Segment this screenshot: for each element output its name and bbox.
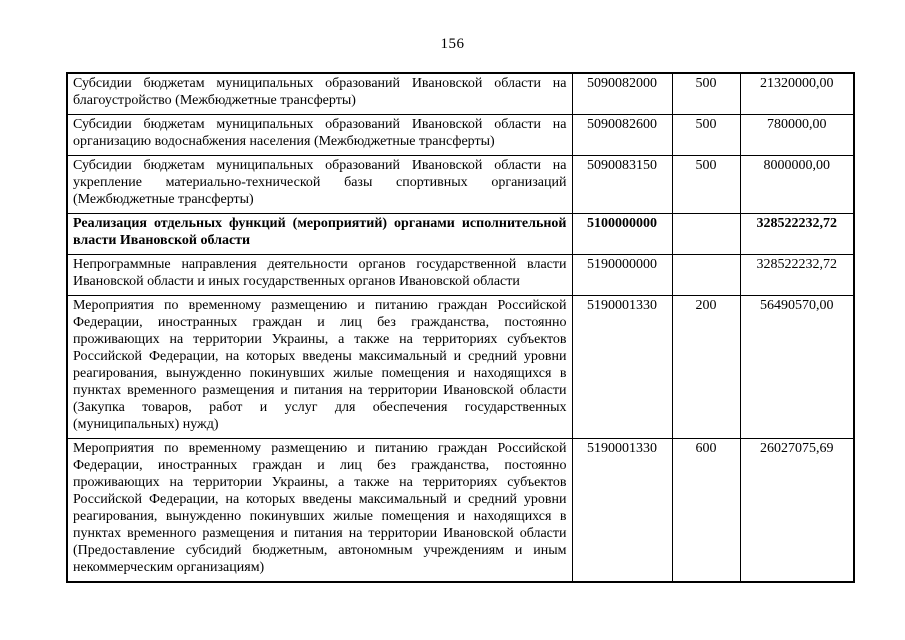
row-target-code: 5090082000 [572,73,672,115]
row-description: Субсидии бюджетам муниципальных образований Ивановской области на организацию водоснабжения населения (Межбюджетные трансферты) [67,115,572,156]
page-number: 156 [440,36,465,52]
row-description: Мероприятия по временному размещению и питанию граждан Российской Федерации, иностранных граждан и лиц без гражданства, постоянно проживающих на территории Украины, а также на территориях субъектов Российской Федерации, на которых введены максимальный и средний уровни реагирования, вынужденно покинувших жилые помещения и находящихся в пунктах временного размещения и питания на территории Ивановской области (Предоставление субсидий бюджетным, автономным учреждениям и иным некоммерческим организациям) [67,439,572,583]
row-expense-type-code: 600 [672,439,740,583]
table-row [67,156,854,214]
table-row [67,439,854,583]
row-amount: 328522232,72 [740,214,854,255]
budget-table-body [67,73,854,582]
row-amount: 26027075,69 [740,439,854,583]
table-row [67,73,854,115]
row-target-code: 5090082600 [572,115,672,156]
row-target-code: 5190001330 [572,296,672,439]
row-expense-type-code: 500 [672,115,740,156]
row-description: Мероприятия по временному размещению и питанию граждан Российской Федерации, иностранных граждан и лиц без гражданства, постоянно проживающих на территории Украины, а также на территориях субъектов Российской Федерации, на которых введены максимальный и средний уровни реагирования, вынужденно покинувших жилые помещения и находящихся в пунктах временного размещения и питания на территории Ивановской области (Закупка товаров, работ и услуг для обеспечения государственных (муниципальных) нужд) [67,296,572,439]
budget-table [66,72,855,583]
row-description: Субсидии бюджетам муниципальных образований Ивановской области на благоустройство (Межбюджетные трансферты) [67,73,572,115]
row-amount: 21320000,00 [740,73,854,115]
row-expense-type-code: 500 [672,73,740,115]
row-description: Реализация отдельных функций (мероприятий) органами исполнительной власти Ивановской области [67,214,572,255]
table-row [67,214,854,255]
row-amount: 8000000,00 [740,156,854,214]
row-target-code: 5100000000 [572,214,672,255]
row-amount: 328522232,72 [740,255,854,296]
row-expense-type-code: 200 [672,296,740,439]
table-row [67,255,854,296]
table-row [67,115,854,156]
row-target-code: 5090083150 [572,156,672,214]
row-target-code: 5190000000 [572,255,672,296]
row-expense-type-code: 500 [672,156,740,214]
row-expense-type-code [672,214,740,255]
row-amount: 56490570,00 [740,296,854,439]
table-row [67,296,854,439]
row-target-code: 5190001330 [572,439,672,583]
row-amount: 780000,00 [740,115,854,156]
row-description: Непрограммные направления деятельности органов государственной власти Ивановской области и иных государственных органов Ивановской области [67,255,572,296]
row-expense-type-code [672,255,740,296]
row-description: Субсидии бюджетам муниципальных образований Ивановской области на укрепление материально-технической базы спортивных организаций (Межбюджетные трансферты) [67,156,572,214]
